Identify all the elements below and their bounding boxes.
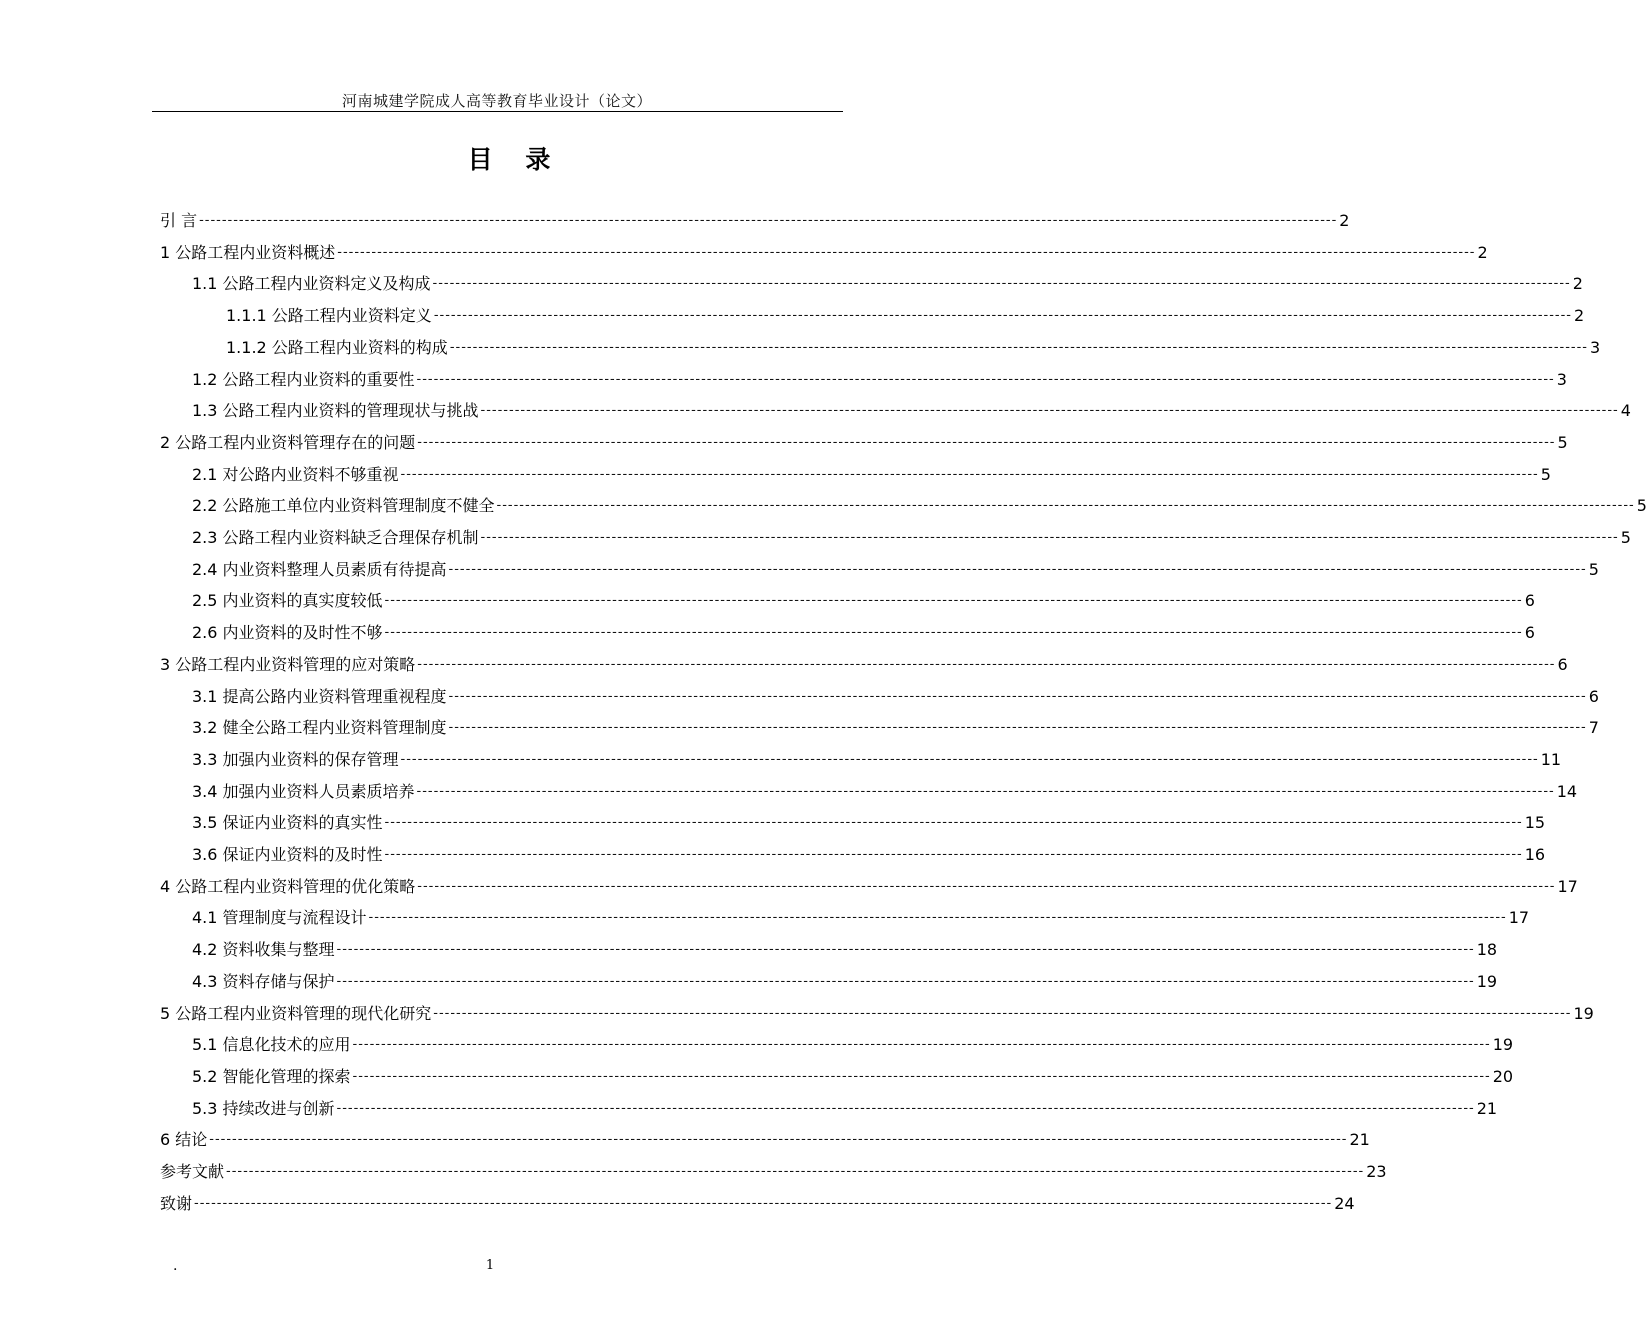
- toc-entry-page: 7: [1588, 718, 1599, 738]
- toc-entry-page: 17: [1508, 908, 1530, 928]
- toc-entry-page: 6: [1588, 686, 1599, 706]
- toc-entry[interactable]: [160, 1032, 1514, 1056]
- header-rule: [152, 111, 843, 112]
- toc-leader-dashes: --------------------------------------------------------------------------------------------------------------------------------------------------------------------------------------------------------: [336, 942, 1475, 958]
- toc-entry-page: 21: [1349, 1130, 1370, 1150]
- toc-entry[interactable]: [160, 1064, 1514, 1088]
- toc-entry-label: 3.5 保证内业资料的真实性: [192, 813, 383, 833]
- toc-entry-label: 引 言: [160, 211, 198, 230]
- toc-leader-dashes: --------------------------------------------------------------------------------------------------------------------------------------------------------------------------------------------------------: [449, 339, 1588, 355]
- toc-entry[interactable]: [160, 1001, 1594, 1025]
- toc-entry-label: 1 公路工程内业资料概述: [160, 242, 336, 262]
- toc-entry[interactable]: [160, 905, 1530, 929]
- toc-entry-page: 6: [1557, 654, 1568, 674]
- toc-entry[interactable]: [160, 1159, 1387, 1183]
- toc-entry-label: 3.4 加强内业资料人员素质培养: [192, 781, 415, 801]
- toc-entry[interactable]: [160, 810, 1546, 834]
- toc-leader-dashes: --------------------------------------------------------------------------------------------------------------------------------------------------------------------------------------------------------: [480, 403, 1619, 419]
- toc-entry-page: 14: [1556, 781, 1578, 801]
- toc-entry-page: 21: [1476, 1098, 1498, 1118]
- toc-entry-page: 5: [1540, 464, 1551, 484]
- toc-entry-label: 1.1.2 公路工程内业资料的构成: [226, 337, 448, 357]
- toc-entry-page: 23: [1366, 1162, 1387, 1181]
- toc-leader-dashes: --------------------------------------------------------------------------------------------------------------------------------------------------------------------------------------------------------: [337, 244, 1476, 260]
- toc-leader-dashes: --------------------------------------------------------------------------------------------------------------------------------------------------------------------------------------------------------: [194, 1195, 1333, 1211]
- toc-leader-dashes: --------------------------------------------------------------------------------------------------------------------------------------------------------------------------------------------------------: [433, 308, 1572, 324]
- toc-leader-dashes: --------------------------------------------------------------------------------------------------------------------------------------------------------------------------------------------------------: [417, 656, 1556, 672]
- toc-leader-dashes: --------------------------------------------------------------------------------------------------------------------------------------------------------------------------------------------------------: [384, 815, 1523, 831]
- toc-leader-dashes: --------------------------------------------------------------------------------------------------------------------------------------------------------------------------------------------------------: [416, 783, 1555, 799]
- toc-leader-dashes: --------------------------------------------------------------------------------------------------------------------------------------------------------------------------------------------------------: [209, 1132, 1348, 1148]
- toc-leader-dashes: --------------------------------------------------------------------------------------------------------------------------------------------------------------------------------------------------------: [448, 720, 1587, 736]
- toc-title: 目 录: [467, 145, 563, 174]
- toc-leader-dashes: --------------------------------------------------------------------------------------------------------------------------------------------------------------------------------------------------------: [384, 593, 1523, 609]
- toc-entry-label: 4.2 资料收集与整理: [192, 940, 335, 960]
- toc-entry[interactable]: [160, 303, 1585, 327]
- page-header: 河南城建学院成人高等教育毕业设计（论文）: [341, 92, 652, 110]
- toc-leader-dashes: --------------------------------------------------------------------------------------------------------------------------------------------------------------------------------------------------------: [417, 434, 1556, 450]
- toc-leader-dashes: --------------------------------------------------------------------------------------------------------------------------------------------------------------------------------------------------------: [352, 1037, 1491, 1053]
- toc-entry-label: 参考文献: [160, 1162, 225, 1181]
- toc-entry-page: 20: [1492, 1066, 1514, 1086]
- toc-entry-page: 2: [1339, 211, 1350, 230]
- toc-leader-dashes: --------------------------------------------------------------------------------------------------------------------------------------------------------------------------------------------------------: [384, 847, 1523, 862]
- toc-entry[interactable]: [160, 335, 1601, 359]
- toc-entry[interactable]: [160, 937, 1498, 961]
- toc-entry-label: 5.1 信息化技术的应用: [192, 1035, 351, 1055]
- toc-entry-page: 3: [1590, 337, 1601, 357]
- toc-entry[interactable]: [160, 588, 1535, 612]
- toc-entry-page: 2: [1574, 306, 1585, 326]
- toc-entry-page: 18: [1476, 940, 1498, 960]
- toc-entry[interactable]: [160, 1096, 1498, 1120]
- toc-entry-label: 2.1 对公路内业资料不够重视: [192, 464, 399, 484]
- toc-entry-page: 5: [1636, 496, 1647, 516]
- toc-leader-dashes: --------------------------------------------------------------------------------------------------------------------------------------------------------------------------------------------------------: [416, 371, 1555, 387]
- toc-entry[interactable]: [160, 208, 1350, 232]
- toc-leader-dashes: --------------------------------------------------------------------------------------------------------------------------------------------------------------------------------------------------------: [226, 1164, 1365, 1179]
- toc-entry[interactable]: [160, 271, 1583, 295]
- toc-entry-label: 6 结论: [160, 1130, 208, 1150]
- toc-entry[interactable]: [160, 715, 1599, 739]
- toc-entry-label: 5.3 持续改进与创新: [192, 1098, 335, 1118]
- toc-entry-page: 19: [1492, 1035, 1514, 1055]
- toc-entry-label: 3 公路工程内业资料管理的应对策略: [160, 654, 416, 674]
- toc-entry-label: 1.1.1 公路工程内业资料定义: [226, 306, 432, 326]
- toc-entry-page: 4: [1620, 401, 1631, 421]
- toc-entry[interactable]: [160, 874, 1578, 898]
- toc-entry[interactable]: [160, 1127, 1370, 1151]
- toc-entry-page: 2: [1477, 242, 1488, 262]
- toc-entry-label: 2.3 公路工程内业资料缺乏合理保存机制: [192, 528, 479, 547]
- footer-dot: .: [173, 1258, 178, 1274]
- toc-entry[interactable]: [160, 747, 1562, 771]
- toc-entry-page: 16: [1524, 845, 1546, 864]
- toc-entry[interactable]: [160, 430, 1568, 454]
- toc-leader-dashes: --------------------------------------------------------------------------------------------------------------------------------------------------------------------------------------------------------: [496, 498, 1635, 514]
- toc-entry-label: 2.2 公路施工单位内业资料管理制度不健全: [192, 496, 495, 516]
- toc-entry[interactable]: [160, 969, 1498, 993]
- toc-entry-label: 2 公路工程内业资料管理存在的问题: [160, 432, 416, 452]
- toc-entry[interactable]: [160, 842, 1546, 866]
- toc-leader-dashes: --------------------------------------------------------------------------------------------------------------------------------------------------------------------------------------------------------: [448, 561, 1587, 577]
- toc-entry-label: 2.4 内业资料整理人员素质有待提高: [192, 559, 447, 579]
- toc-leader-dashes: --------------------------------------------------------------------------------------------------------------------------------------------------------------------------------------------------------: [384, 625, 1523, 641]
- page-number: 1: [485, 1258, 495, 1273]
- toc-entry[interactable]: [160, 493, 1647, 517]
- toc-entry-page: 5: [1588, 559, 1599, 579]
- toc-entry[interactable]: [160, 367, 1567, 391]
- toc-entry-label: 1.1 公路工程内业资料定义及构成: [192, 274, 431, 294]
- toc-leader-dashes: --------------------------------------------------------------------------------------------------------------------------------------------------------------------------------------------------------: [336, 973, 1475, 989]
- toc-entry-page: 19: [1476, 971, 1498, 991]
- toc-entry-page: 3: [1556, 369, 1567, 389]
- toc-entry-label: 3.6 保证内业资料的及时性: [192, 845, 383, 864]
- toc-leader-dashes: --------------------------------------------------------------------------------------------------------------------------------------------------------------------------------------------------------: [480, 530, 1619, 545]
- toc-entry[interactable]: [160, 557, 1599, 581]
- toc-entry-page: 19: [1573, 1003, 1594, 1023]
- toc-entry[interactable]: [160, 684, 1599, 708]
- toc-entry-page: 5: [1620, 528, 1631, 547]
- toc-entry[interactable]: [160, 1191, 1355, 1215]
- toc-entry-page: 5: [1557, 432, 1568, 452]
- toc-entry[interactable]: [160, 779, 1578, 803]
- toc-entry-label: 1.2 公路工程内业资料的重要性: [192, 369, 415, 389]
- toc-leader-dashes: --------------------------------------------------------------------------------------------------------------------------------------------------------------------------------------------------------: [352, 1068, 1491, 1084]
- toc-entry-label: 4.3 资料存储与保护: [192, 971, 335, 991]
- toc-entry[interactable]: [160, 240, 1488, 264]
- toc-entry-label: 3.1 提高公路内业资料管理重视程度: [192, 686, 447, 706]
- toc-leader-dashes: --------------------------------------------------------------------------------------------------------------------------------------------------------------------------------------------------------: [400, 466, 1539, 482]
- toc-entry-label: 致谢: [160, 1193, 193, 1213]
- toc-entry-page: 2: [1572, 274, 1583, 294]
- toc-entry[interactable]: [160, 525, 1631, 549]
- toc-entry-page: 11: [1540, 749, 1562, 769]
- toc-entry-page: 15: [1524, 813, 1546, 833]
- toc-entry-page: 6: [1524, 591, 1535, 611]
- toc-entry-label: 1.3 公路工程内业资料的管理现状与挑战: [192, 401, 479, 421]
- toc-entry[interactable]: [160, 462, 1551, 486]
- toc-leader-dashes: --------------------------------------------------------------------------------------------------------------------------------------------------------------------------------------------------------: [433, 1005, 1572, 1021]
- toc-entry-label: 2.5 内业资料的真实度较低: [192, 591, 383, 611]
- toc-entry-page: 24: [1334, 1193, 1355, 1213]
- toc-entry[interactable]: [160, 398, 1631, 422]
- toc-entry-page: 17: [1557, 876, 1578, 896]
- toc-entry-label: 3.2 健全公路工程内业资料管理制度: [192, 718, 447, 738]
- toc-entry[interactable]: [160, 620, 1535, 644]
- toc-entry-label: 4.1 管理制度与流程设计: [192, 908, 367, 928]
- toc-leader-dashes: --------------------------------------------------------------------------------------------------------------------------------------------------------------------------------------------------------: [400, 751, 1539, 767]
- toc-leader-dashes: --------------------------------------------------------------------------------------------------------------------------------------------------------------------------------------------------------: [417, 878, 1556, 894]
- toc-entry-label: 2.6 内业资料的及时性不够: [192, 623, 383, 643]
- toc-entry-label: 5.2 智能化管理的探索: [192, 1066, 351, 1086]
- toc-leader-dashes: --------------------------------------------------------------------------------------------------------------------------------------------------------------------------------------------------------: [368, 910, 1507, 926]
- toc-entry-label: 3.3 加强内业资料的保存管理: [192, 749, 399, 769]
- toc-leader-dashes: --------------------------------------------------------------------------------------------------------------------------------------------------------------------------------------------------------: [199, 213, 1338, 228]
- toc-entry-label: 4 公路工程内业资料管理的优化策略: [160, 876, 416, 896]
- toc-leader-dashes: --------------------------------------------------------------------------------------------------------------------------------------------------------------------------------------------------------: [448, 688, 1587, 704]
- toc-entry[interactable]: [160, 652, 1568, 676]
- toc-entry-page: 6: [1524, 623, 1535, 643]
- toc-entry-label: 5 公路工程内业资料管理的现代化研究: [160, 1003, 432, 1023]
- toc-leader-dashes: --------------------------------------------------------------------------------------------------------------------------------------------------------------------------------------------------------: [336, 1100, 1475, 1116]
- toc-leader-dashes: --------------------------------------------------------------------------------------------------------------------------------------------------------------------------------------------------------: [432, 276, 1571, 292]
